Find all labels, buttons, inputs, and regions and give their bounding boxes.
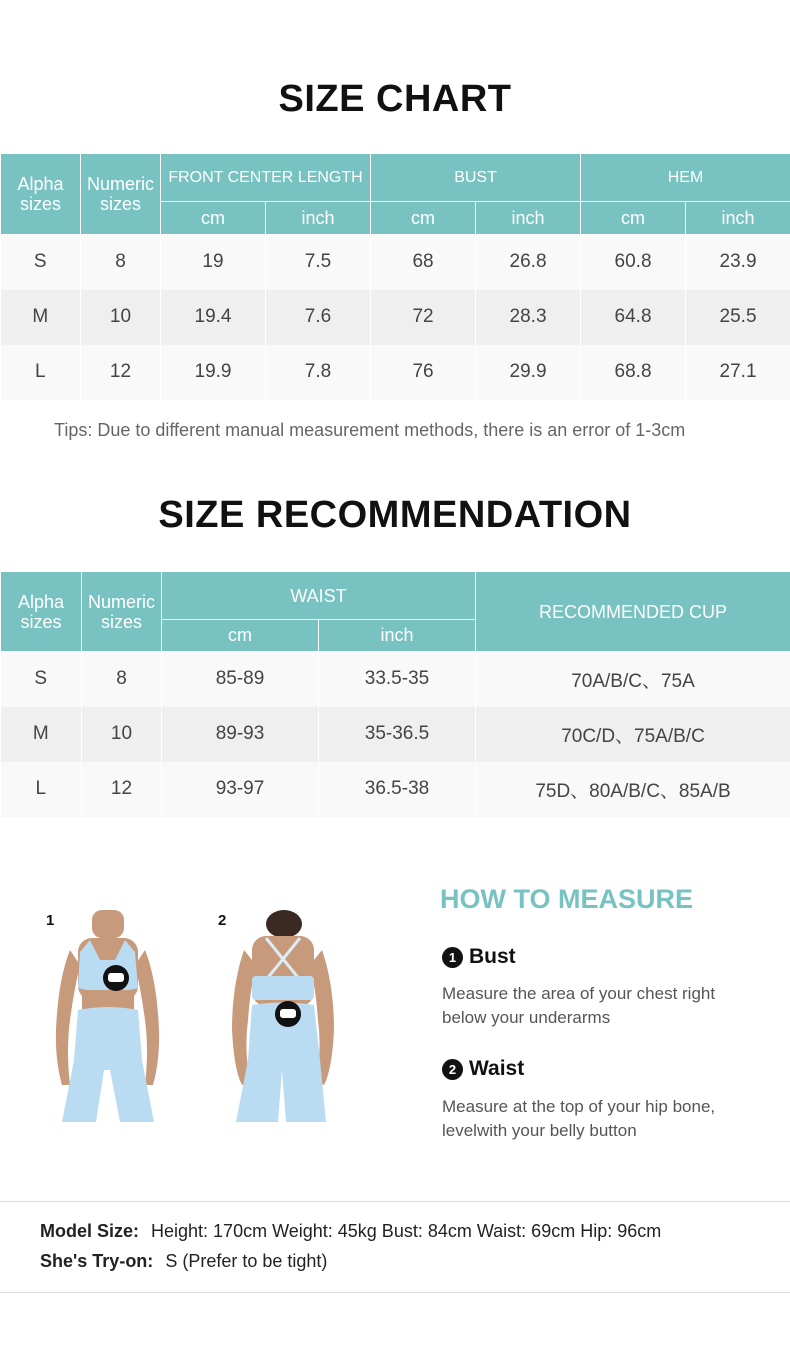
photo-label-2: 2	[218, 912, 227, 929]
table-cell: 23.9	[686, 235, 790, 290]
table-cell: 26.8	[476, 235, 581, 290]
table-cell: 8	[82, 652, 162, 707]
waist-instructions: Measure at the top of your hip bone, levelwith your belly button	[442, 1097, 716, 1140]
size-recommendation-title: SIZE RECOMMENDATION	[158, 494, 632, 536]
number-1-icon: 1	[442, 947, 463, 968]
col-alpha-sizes: Alpha sizes	[1, 154, 81, 235]
model-size-value: Height: 170cm Weight: 45kg Bust: 84cm Waist: 69cm Hip: 96cm	[151, 1221, 662, 1241]
unit-cm: cm	[161, 202, 266, 235]
table-cell: 36.5-38	[319, 762, 476, 817]
model-back-image	[222, 910, 342, 1122]
table-row	[1, 707, 790, 762]
waist-label: Waist	[469, 1057, 525, 1080]
table-cell: 29.9	[476, 345, 581, 400]
col-front-center-length: FRONT CENTER LENGTH	[161, 154, 371, 202]
tryon-line	[40, 1251, 327, 1272]
table-cell: 68	[371, 235, 476, 290]
table-cell: 8	[81, 235, 161, 290]
unit-cm: cm	[162, 620, 319, 652]
table-cell: S	[1, 652, 82, 707]
divider	[0, 1292, 790, 1293]
table-cell: 19	[161, 235, 266, 290]
divider	[0, 1201, 790, 1202]
table-cell: 76	[371, 345, 476, 400]
size-chart-title: SIZE CHART	[278, 78, 512, 120]
table-cell: 7.6	[266, 290, 371, 345]
table-cell: M	[1, 707, 82, 762]
model-size-line	[40, 1221, 661, 1242]
table-cell: 70C/D、75A/B/C	[476, 707, 790, 762]
table-cell: 7.5	[266, 235, 371, 290]
photo-label-1: 1	[46, 912, 55, 929]
table-cell: 12	[81, 345, 161, 400]
table-cell: 19.4	[161, 290, 266, 345]
tryon-label: She's Try-on:	[40, 1251, 154, 1271]
table-cell: 25.5	[686, 290, 790, 345]
table-row	[1, 290, 790, 345]
unit-inch: inch	[476, 202, 581, 235]
bust-instructions: Measure the area of your chest right below your underarms	[442, 984, 716, 1027]
number-2-icon: 2	[442, 1059, 463, 1080]
table-row	[1, 235, 790, 290]
col-recommended-cup: RECOMMENDED CUP	[476, 572, 790, 652]
table-cell: L	[1, 345, 81, 400]
col-waist: WAIST	[162, 572, 476, 620]
table-row	[1, 345, 790, 400]
unit-cm: cm	[581, 202, 686, 235]
table-cell: L	[1, 762, 82, 817]
unit-inch: inch	[686, 202, 790, 235]
table-row	[1, 652, 790, 707]
tryon-value: S (Prefer to be tight)	[165, 1251, 328, 1271]
bust-label: Bust	[469, 945, 516, 968]
how-to-measure-title: HOW TO MEASURE	[440, 884, 694, 914]
unit-cm: cm	[371, 202, 476, 235]
table-cell: 10	[81, 290, 161, 345]
table-cell: 35-36.5	[319, 707, 476, 762]
unit-inch: inch	[319, 620, 476, 652]
col-numeric-sizes: Numeric sizes	[81, 154, 161, 235]
table-cell: 75D、80A/B/C、85A/B	[476, 762, 790, 817]
table-cell: 93-97	[162, 762, 319, 817]
table-cell: S	[1, 235, 81, 290]
col-hem: HEM	[581, 154, 790, 202]
table-cell: M	[1, 290, 81, 345]
waist-heading	[442, 1057, 524, 1081]
table-cell: 64.8	[581, 290, 686, 345]
table-cell: 72	[371, 290, 476, 345]
table-cell: 68.8	[581, 345, 686, 400]
table-cell: 12	[82, 762, 162, 817]
table-cell: 60.8	[581, 235, 686, 290]
col-numeric-sizes: Numeric sizes	[82, 572, 162, 652]
table-row	[1, 762, 790, 817]
size-recommendation-table	[0, 571, 790, 817]
model-front-image	[50, 910, 165, 1122]
table-cell: 70A/B/C、75A	[476, 652, 790, 707]
measurement-tips: Tips: Due to different manual measurement methods, there is an error of 1-3cm	[54, 420, 686, 440]
table-cell: 10	[82, 707, 162, 762]
table-cell: 19.9	[161, 345, 266, 400]
bust-heading	[442, 945, 516, 969]
table-cell: 7.8	[266, 345, 371, 400]
table-cell: 27.1	[686, 345, 790, 400]
col-alpha-sizes: Alpha sizes	[1, 572, 82, 652]
table-cell: 89-93	[162, 707, 319, 762]
table-cell: 28.3	[476, 290, 581, 345]
model-size-label: Model Size:	[40, 1221, 140, 1241]
table-cell: 85-89	[162, 652, 319, 707]
table-cell: 33.5-35	[319, 652, 476, 707]
unit-inch: inch	[266, 202, 371, 235]
size-chart-table	[0, 153, 790, 400]
col-bust: BUST	[371, 154, 581, 202]
